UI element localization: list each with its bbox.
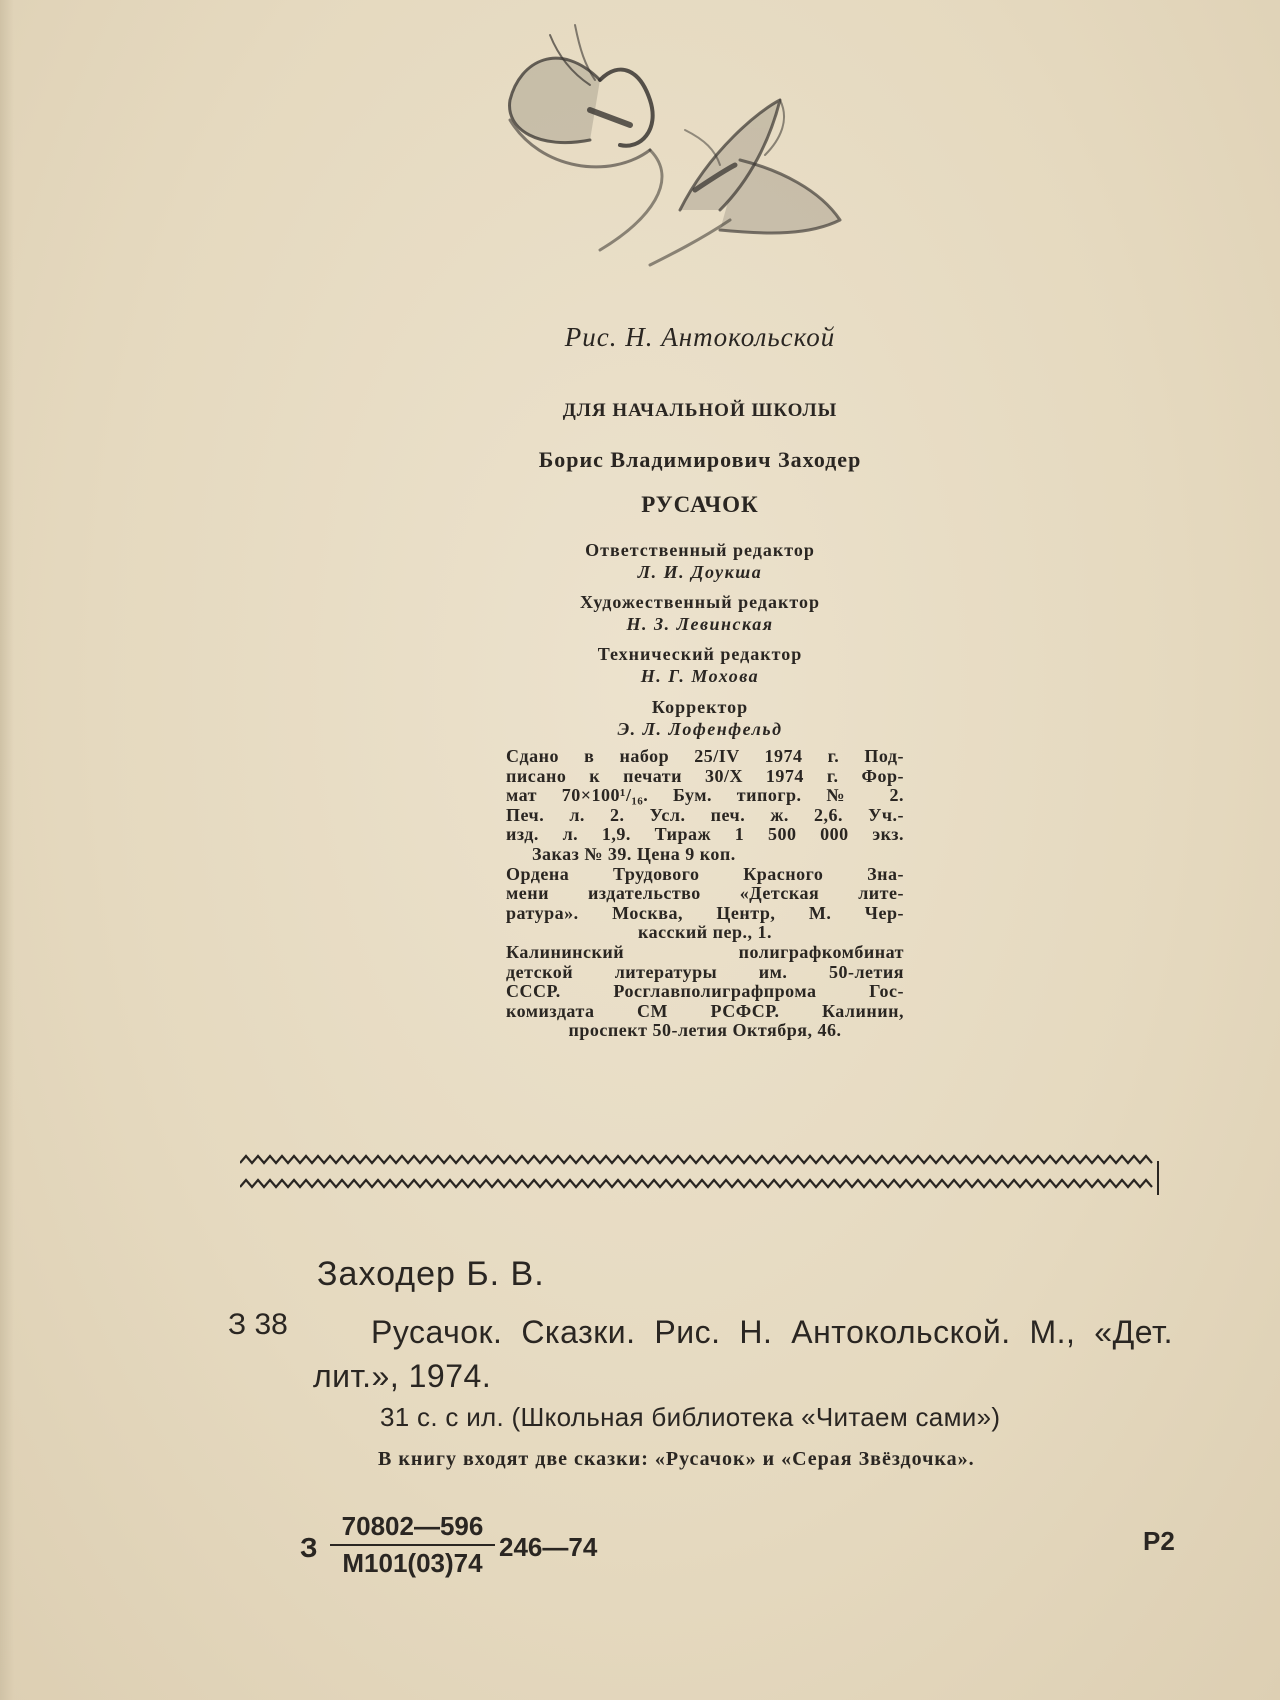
card-pages: 31 с. с ил. (Школьная библиотека «Читаем сами») [380, 1402, 1001, 1432]
imprint-line: мени издательство «Детская лите- [506, 883, 904, 904]
imprint-line: касский пер., 1. [637, 922, 773, 943]
card-class-suffix: 246—74 [499, 1532, 598, 1562]
staff-block-editor [60, 539, 1280, 583]
imprint-order: Заказ № 39. Цена 9 коп. [532, 843, 736, 864]
illustrator-credit: Рис. Н. Антокольской [564, 322, 836, 352]
imprint-line: Ордена Трудового Красного Зна- [506, 863, 904, 884]
imprint-line: мат 70×100¹/₁₆. Бум. типогр. № 2. [506, 785, 904, 806]
imprint-line: комиздата СМ РСФСР. Калинин, [506, 1000, 904, 1021]
staff-role: Художественный редактор [580, 592, 820, 612]
staff-role: Технический редактор [597, 644, 803, 664]
card-udc: Р2 [1143, 1526, 1175, 1556]
staff-name: Л. И. Доукша [637, 562, 763, 582]
card-classification-code: З 38 [228, 1308, 288, 1341]
card-class-denominator: М101(03)74 [342, 1548, 483, 1578]
imprint-line: детской литературы им. 50-летия [506, 961, 904, 982]
book-title: РУСАЧОК [641, 492, 759, 517]
imprint-line: Сдано в набор 25/IV 1974 г. Под- [506, 746, 904, 766]
page-edge-shadow [0, 0, 14, 1700]
staff-block-proofreader [60, 696, 1280, 740]
author-full-name: Борис Владимирович Заходер [538, 447, 862, 472]
card-class-prefix: З [300, 1532, 318, 1563]
staff-block-tech-editor [60, 643, 1280, 687]
card-description: Русачок. Сказки. Рис. Н. Антокольской. М., «Дет. лит.», 1974. [313, 1314, 1173, 1394]
staff-role: Корректор [651, 697, 749, 717]
staff-name: Н. Г. Мохова [640, 666, 760, 686]
staff-role: Ответственный редактор [585, 540, 815, 560]
staff-block-art-editor [60, 591, 1280, 635]
imprint-line: СССР. Росглавполиграфпрома Гос- [506, 981, 904, 1002]
card-class-numerator: 70802—596 [330, 1510, 495, 1546]
card-class-fraction [330, 1510, 495, 1580]
imprint-line: Печ. л. 2. Усл. печ. ж. 2,6. Уч.- [506, 804, 904, 825]
card-author: Заходер Б. В. [317, 1255, 545, 1293]
imprint-line: ратура». Москва, Центр, М. Чер- [506, 902, 904, 923]
series-label: ДЛЯ НАЧАЛЬНОЙ ШКОЛЫ [562, 400, 838, 421]
butterfly-icon [480, 20, 870, 280]
imprint-block [506, 747, 904, 1041]
staff-name: Э. Л. Лофенфельд [617, 719, 783, 739]
card-note: В книгу входят две сказки: «Русачок» и «Серая Звёздочка». [378, 1448, 975, 1470]
imprint-line: изд. л. 1,9. Тираж 1 500 000 экз. [506, 824, 904, 845]
imprint-line: писано к печати 30/X 1974 г. Фор- [506, 765, 904, 786]
staff-name: Н. З. Левинская [626, 614, 774, 634]
imprint-line: Калининский полиграфкомбинат [506, 941, 904, 962]
imprint-line: проспект 50-летия Октября, 46. [568, 1020, 842, 1041]
wavy-divider [240, 1143, 1162, 1201]
